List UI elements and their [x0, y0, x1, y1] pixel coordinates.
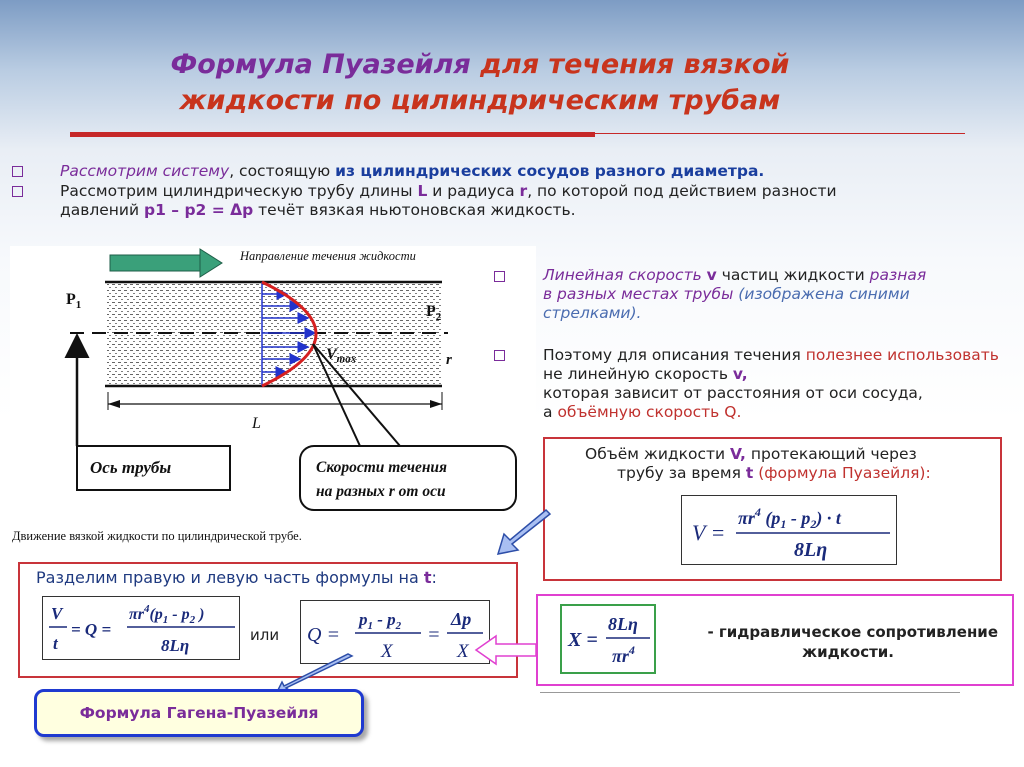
- formula-num: $\pi r^4$ $(p_1 - p_2) \cdot t$: [738, 505, 841, 531]
- p2-label: $P_2$: [426, 303, 442, 323]
- speeds-box: [300, 446, 516, 510]
- length-label: L: [252, 415, 261, 432]
- pointer-arrow: [494, 508, 554, 558]
- bullet-square: [494, 350, 505, 361]
- right-bullet-2: Поэтому для описания течения полезнее использовать не линейную скорость v, которая зависит от расстояния от оси сосуда, а объёмную скорость Q.: [543, 346, 999, 421]
- formula-den: 8Lη: [794, 539, 828, 561]
- liquid-fill: [107, 284, 441, 385]
- svg-text:V: V: [51, 604, 63, 623]
- bullet-1: Рассмотрим систему, состоящую из цилиндрических сосудов разного диаметра.: [60, 162, 765, 180]
- divide-panel: [18, 562, 518, 678]
- x-den: $\pi r^4$: [612, 643, 635, 666]
- poiseuille-formula: [681, 495, 897, 565]
- speeds-box-line1: Скорости течения: [316, 459, 448, 476]
- volume-panel: [543, 437, 1002, 581]
- hagen-label-box: [34, 689, 364, 737]
- f2-num1: $p_1 - p_2$: [359, 610, 402, 632]
- vmax-label: Vmax: [326, 346, 357, 365]
- p1-label: $P_1$: [66, 291, 82, 311]
- page-title-line2: жидкости по цилиндрическим трубам: [179, 85, 781, 116]
- svg-text:8Lη: 8Lη: [161, 636, 190, 655]
- pipe-diagram: [10, 246, 536, 556]
- axis-box-label: Ось трубы: [90, 458, 172, 477]
- svg-text:8Lη: 8Lη: [608, 614, 638, 634]
- resistance-formula: [560, 604, 656, 674]
- flow-arrow: [110, 249, 222, 277]
- svg-text:X =: X =: [568, 629, 598, 651]
- svg-text:= Q =: = Q =: [71, 620, 112, 639]
- hagen-label: Формула Гагена-Пуазейля: [79, 704, 319, 722]
- f1-num: $\pi r^4(p_1 - p_2$ ): [129, 603, 205, 626]
- speeds-box-line2: на разных r от оси: [316, 483, 446, 500]
- resistance-connector: [470, 626, 540, 676]
- or-label: или: [250, 626, 280, 644]
- formula-lhs: V =: [692, 520, 726, 545]
- volume-text: Объём жидкости V, протекающий через трубу за время t (формула Пуазейля):: [585, 445, 931, 482]
- flow-label: Направление течения жидкости: [240, 249, 416, 263]
- svg-text:=: =: [427, 624, 441, 646]
- svg-text:X: X: [381, 641, 393, 662]
- pipe-svg: [10, 246, 536, 556]
- bullet-square: [12, 166, 23, 177]
- resistance-panel: [536, 594, 1014, 686]
- bullet-2: Рассмотрим цилиндрическую трубу длины L и радиуса r, по которой под действием разности давлений p1 – p2 = Δp течёт вязкая ньютоновская жидкость.: [60, 182, 837, 219]
- bottom-divider: [540, 692, 960, 693]
- divide-text: Разделим правую и левую часть формулы на t:: [36, 568, 437, 587]
- svg-text:Q =: Q =: [307, 624, 340, 646]
- resistance-text: - гидравлическое сопротивление жидкости.: [707, 623, 998, 661]
- title-underline-thin: [595, 133, 965, 134]
- svg-text:X: X: [457, 641, 469, 662]
- bullet-square: [494, 271, 505, 282]
- svg-text:t: t: [53, 634, 58, 653]
- flow-formula-1: [42, 596, 240, 660]
- page-title: Формула Пуазейля для течения вязкой: [170, 49, 790, 80]
- svg-text:Δp: Δp: [451, 609, 472, 629]
- right-bullet-1: Линейная скорость v частиц жидкости разная в разных местах трубы (изображена синими стрелками).: [543, 266, 927, 322]
- title-underline: [70, 132, 595, 137]
- r-label: r: [446, 352, 452, 368]
- diagram-caption: Движение вязкой жидкости по цилиндрической трубе.: [12, 529, 302, 543]
- bullet-square: [12, 186, 23, 197]
